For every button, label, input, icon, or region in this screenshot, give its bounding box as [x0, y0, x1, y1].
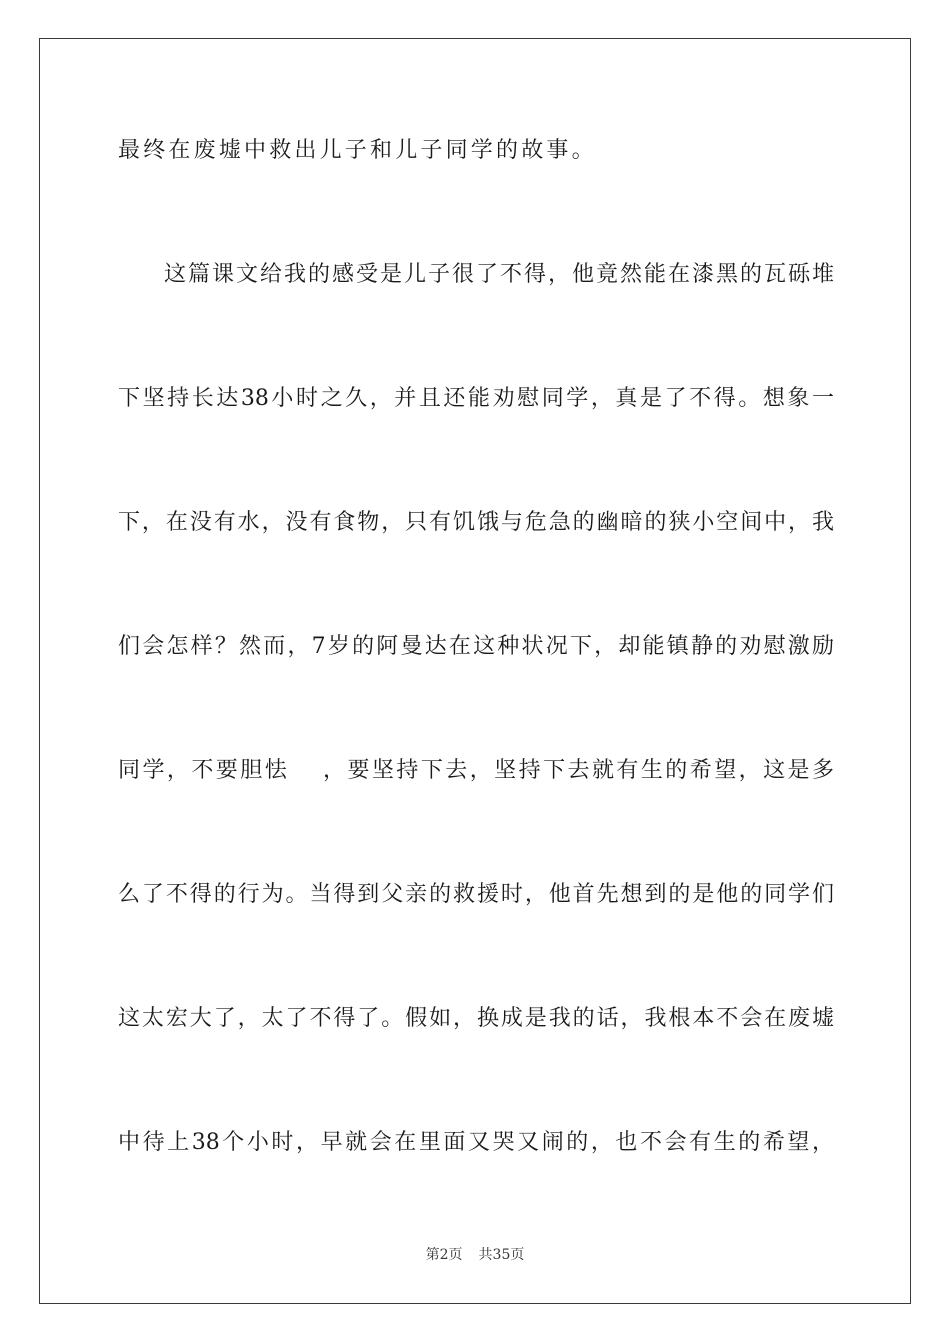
text-line-8: 这太宏大了，太了不得了。假如，换成是我的话，我根本不会在废墟 [118, 1006, 834, 1031]
text-line-5: 们会怎样？然而，7岁的阿曼达在这种状况下，却能镇静的劝慰激励 [118, 634, 834, 659]
text-line-1: 最终在废墟中救出儿子和儿子同学的故事。 [118, 138, 597, 163]
page-total: 共35页 [478, 1247, 525, 1263]
text-line-4: 下，在没有水，没有食物，只有饥饿与危急的幽暗的狭小空间中，我 [118, 510, 834, 535]
text-line-2: 这篇课文给我的感受是儿子很了不得，他竟然能在漆黑的瓦砾堆 [164, 262, 834, 287]
text-line-9: 中待上38个小时，早就会在里面又哭又闹的，也不会有生的希望， [118, 1130, 834, 1155]
text-line-6: 同学，不要胆怯 ，要坚持下去，坚持下去就有生的希望，这是多 [118, 758, 834, 783]
page-footer [0, 1245, 950, 1265]
text-line-7: 么了不得的行为。当得到父亲的救援时，他首先想到的是他的同学们 [118, 882, 834, 907]
page-number: 第2页 [425, 1247, 463, 1263]
text-line-3: 下坚持长达38小时之久，并且还能劝慰同学，真是了不得。想象一 [118, 386, 834, 411]
page-border [39, 38, 911, 1304]
